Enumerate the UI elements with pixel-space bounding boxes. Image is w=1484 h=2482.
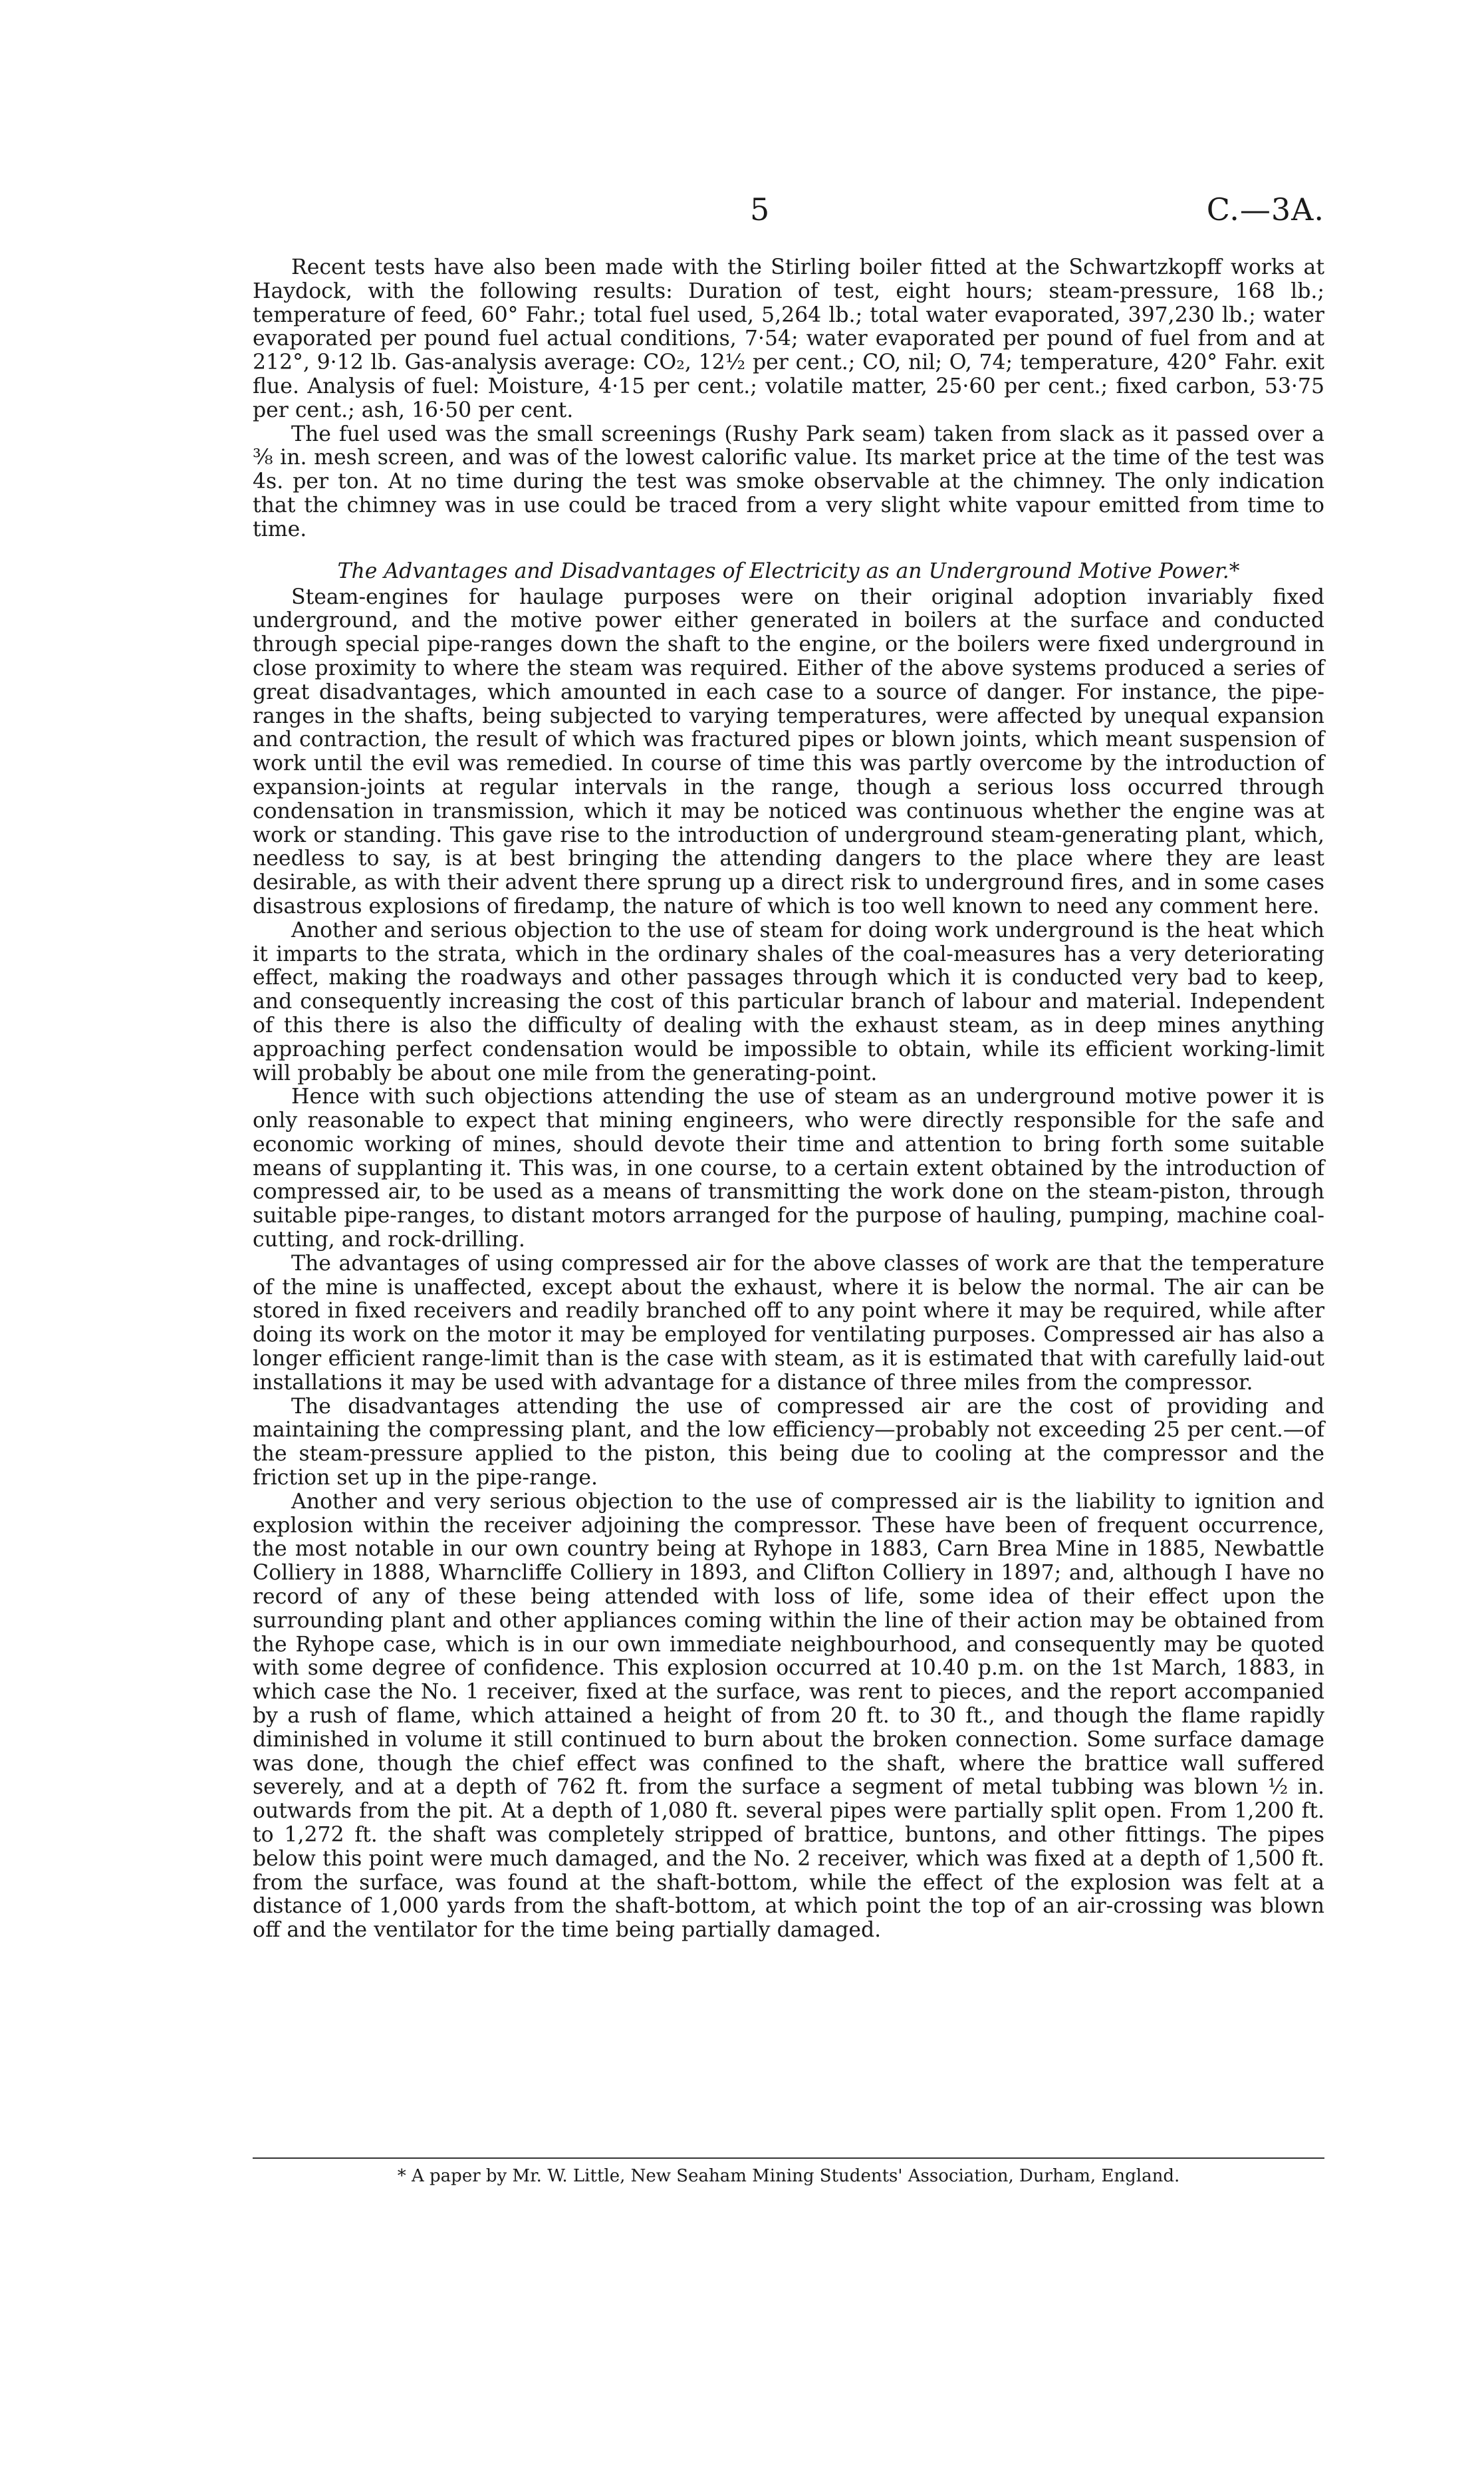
paragraph-receiver-explosions: Another and very serious objection to the use of compressed air is the liability to ignition and explosion within the receiver adjoining the compressor. These have been of frequent occurrence, the most notable in our own country being at Ryhope in 1883, Carn Brea Mine in 1885, Newbattle Colliery in 1888, Wharncliffe Colliery in 1893, and Clifton Colliery in 1897; and, although I have no record of any of these being attended with loss of life, some idea of their effect upon the surrounding plant and other appliances coming within the line of their action may be obtained from the Ryhope case, which is in our own immediate neighbourhood, and consequently may be quoted with some degree of confidence. This explosion occurred at 10.40 p.m. on the 1st March, 1883, in which case the No. 1 receiver, fixed at the surface, was rent to pieces, and the report accompanied by a rush of flame, which attained a height of from 20 ft. to 30 ft., and though the flame rapidly diminished in volume it still continued to burn about the broken connection. Some surface damage was done, though the chief effect was confined to the shaft, where the brattice wall suffered severely, and at a depth of 762 ft. from the surface a segment of metal tubbing was blown ½ in. outwards from the pit. At a depth of 1,080 ft. several pipes were partially split open. From 1,200 ft. to 1,272 ft. the shaft was completely stripped of brattice, buntons, and other fittings. The pipes below this point were much damaged, and the No. 2 receiver, which was fixed at a depth of 1,500 ft. from the surface, was found at the shaft-bottom, while the effect of the explosion was felt at a distance of 1,000 yards from the shaft-bottom, at which point the top of an air-crossing was blown off and the ventilator for the time being partially damaged. xyxy=(253,1489,1324,1943)
body-text xyxy=(253,256,1324,1943)
paragraph-compressed-air-disadvantages: The disadvantages attending the use of compressed air are the cost of providing and maintaining the compressing plant, and the low efficiency—probably not exceeding 25 per cent.—of the steam-pressure applied to the piston, this being due to cooling at the compressor and the friction set up in the pipe-range. xyxy=(253,1394,1324,1490)
paragraph-steam-engines: Steam-engines for haulage purposes were on their original adoption invariably fixed underground, and the motive power either generated in boilers at the surface and conducted through special pipe-ranges down the shaft to the engine, or the boilers were fixed underground in close proximity to where the steam was required. Either of the above systems produced a series of great disadvantages, which amounted in each case to a source of danger. For instance, the pipe-ranges in the shafts, being subjected to varying temperatures, were affected by unequal expansion and contraction, the result of which was fractured pipes or blown joints, which meant suspension of work until the evil was remedied. In course of time this was partly overcome by the introduction of expansion-joints at regular intervals in the range, though a serious loss occurred through condensation in transmission, which it may be noticed was continuous whether the engine was at work or standing. This gave rise to the introduction of underground steam-generating plant, which, needless to say, is at best bringing the attending dangers to the place where they are least desirable, as with their advent there sprung up a direct risk to underground fires, and in some cases disastrous explosions of firedamp, the nature of which is too well known to need any comment here. xyxy=(253,585,1324,918)
paragraph-stirling-boiler-tests: Recent tests have also been made with the Stirling boiler fitted at the Schwartzkopff works at Haydock, with the following results: Duration of test, eight hours; steam-pressure, 168 lb.; temperature of feed, 60° Fahr.; total fuel used, 5,264 lb.; total water evaporated, 397,230 lb.; water evaporated per pound fuel actual conditions, 7·54; water evaporated per pound of fuel from and at 212°, 9·12 lb. Gas-analysis average: CO₂, 12½ per cent.; CO, nil; O, 74; temperature, 420° Fahr. exit flue. Analysis of fuel: Moisture, 4·15 per cent.; volatile matter, 25·60 per cent.; fixed carbon, 53·75 per cent.; ash, 16·50 per cent. xyxy=(253,255,1324,422)
page-number: 5 xyxy=(750,192,770,227)
paragraph-heat-objection: Another and serious objection to the use of steam for doing work underground is the heat which it imparts to the strata, which in the ordinary shales of the coal-measures has a very deteriorating effect, making the roadways and other passages through which it is conducted very bad to keep, and consequently increasing the cost of this particular branch of labour and material. Independent of this there is also the difficulty of dealing with the exhaust steam, as in deep mines anything approaching perfect condensation would be impossible to obtain, while its efficient working-limit will probably be about one mile from the generating-point. xyxy=(253,918,1324,1085)
section-heading: The Advantages and Disadvantages of Electricity as an Underground Motive Power.* xyxy=(337,559,1240,583)
paragraph-compressed-air-advantages: The advantages of using compressed air for the above classes of work are that the temperature of the mine is unaffected, except about the exhaust, where it is below the normal. The air can be stored in fixed receivers and readily branched off to any point where it may be required, while after doing its work on the motor it may be employed for ventilating purposes. Compressed air has also a longer efficient range-limit than is the case with steam, as it is estimated that with carefully laid-out installations it may be used with advantage for a distance of three miles from the compressor. xyxy=(253,1251,1324,1395)
paragraph-fuel-used: The fuel used was the small screenings (Rushy Park seam) taken from slack as it passed over a ⅜ in. mesh screen, and was of the lowest calorific value. Its market price at the time of the test was 4s. per ton. At no time during the test was smoke observable at the chimney. The only indication that the chimney was in use could be traced from a very slight white vapour emitted from time to time. xyxy=(253,422,1324,541)
document-reference: C.—3A. xyxy=(1206,192,1324,227)
footnote: * A paper by Mr. W. Little, New Seaham Mining Students' Association, Durham, England. xyxy=(397,2166,1180,2186)
page-header xyxy=(253,192,1324,231)
footnote-rule xyxy=(253,2157,1324,2159)
paragraph-compressed-air-introduction: Hence with such objections attending the use of steam as an underground motive power it is only reasonable to expect that mining engineers, who were directly responsible for the safe and economic working of mines, should devote their time and attention to bring forth some suitable means of supplanting it. This was, in one course, to a certain extent obtained by the introduction of compressed air, to be used as a means of transmitting the work done on the steam-piston, through suitable pipe-ranges, to distant motors arranged for the purpose of hauling, pumping, machine coal-cutting, and rock-drilling. xyxy=(253,1085,1324,1252)
